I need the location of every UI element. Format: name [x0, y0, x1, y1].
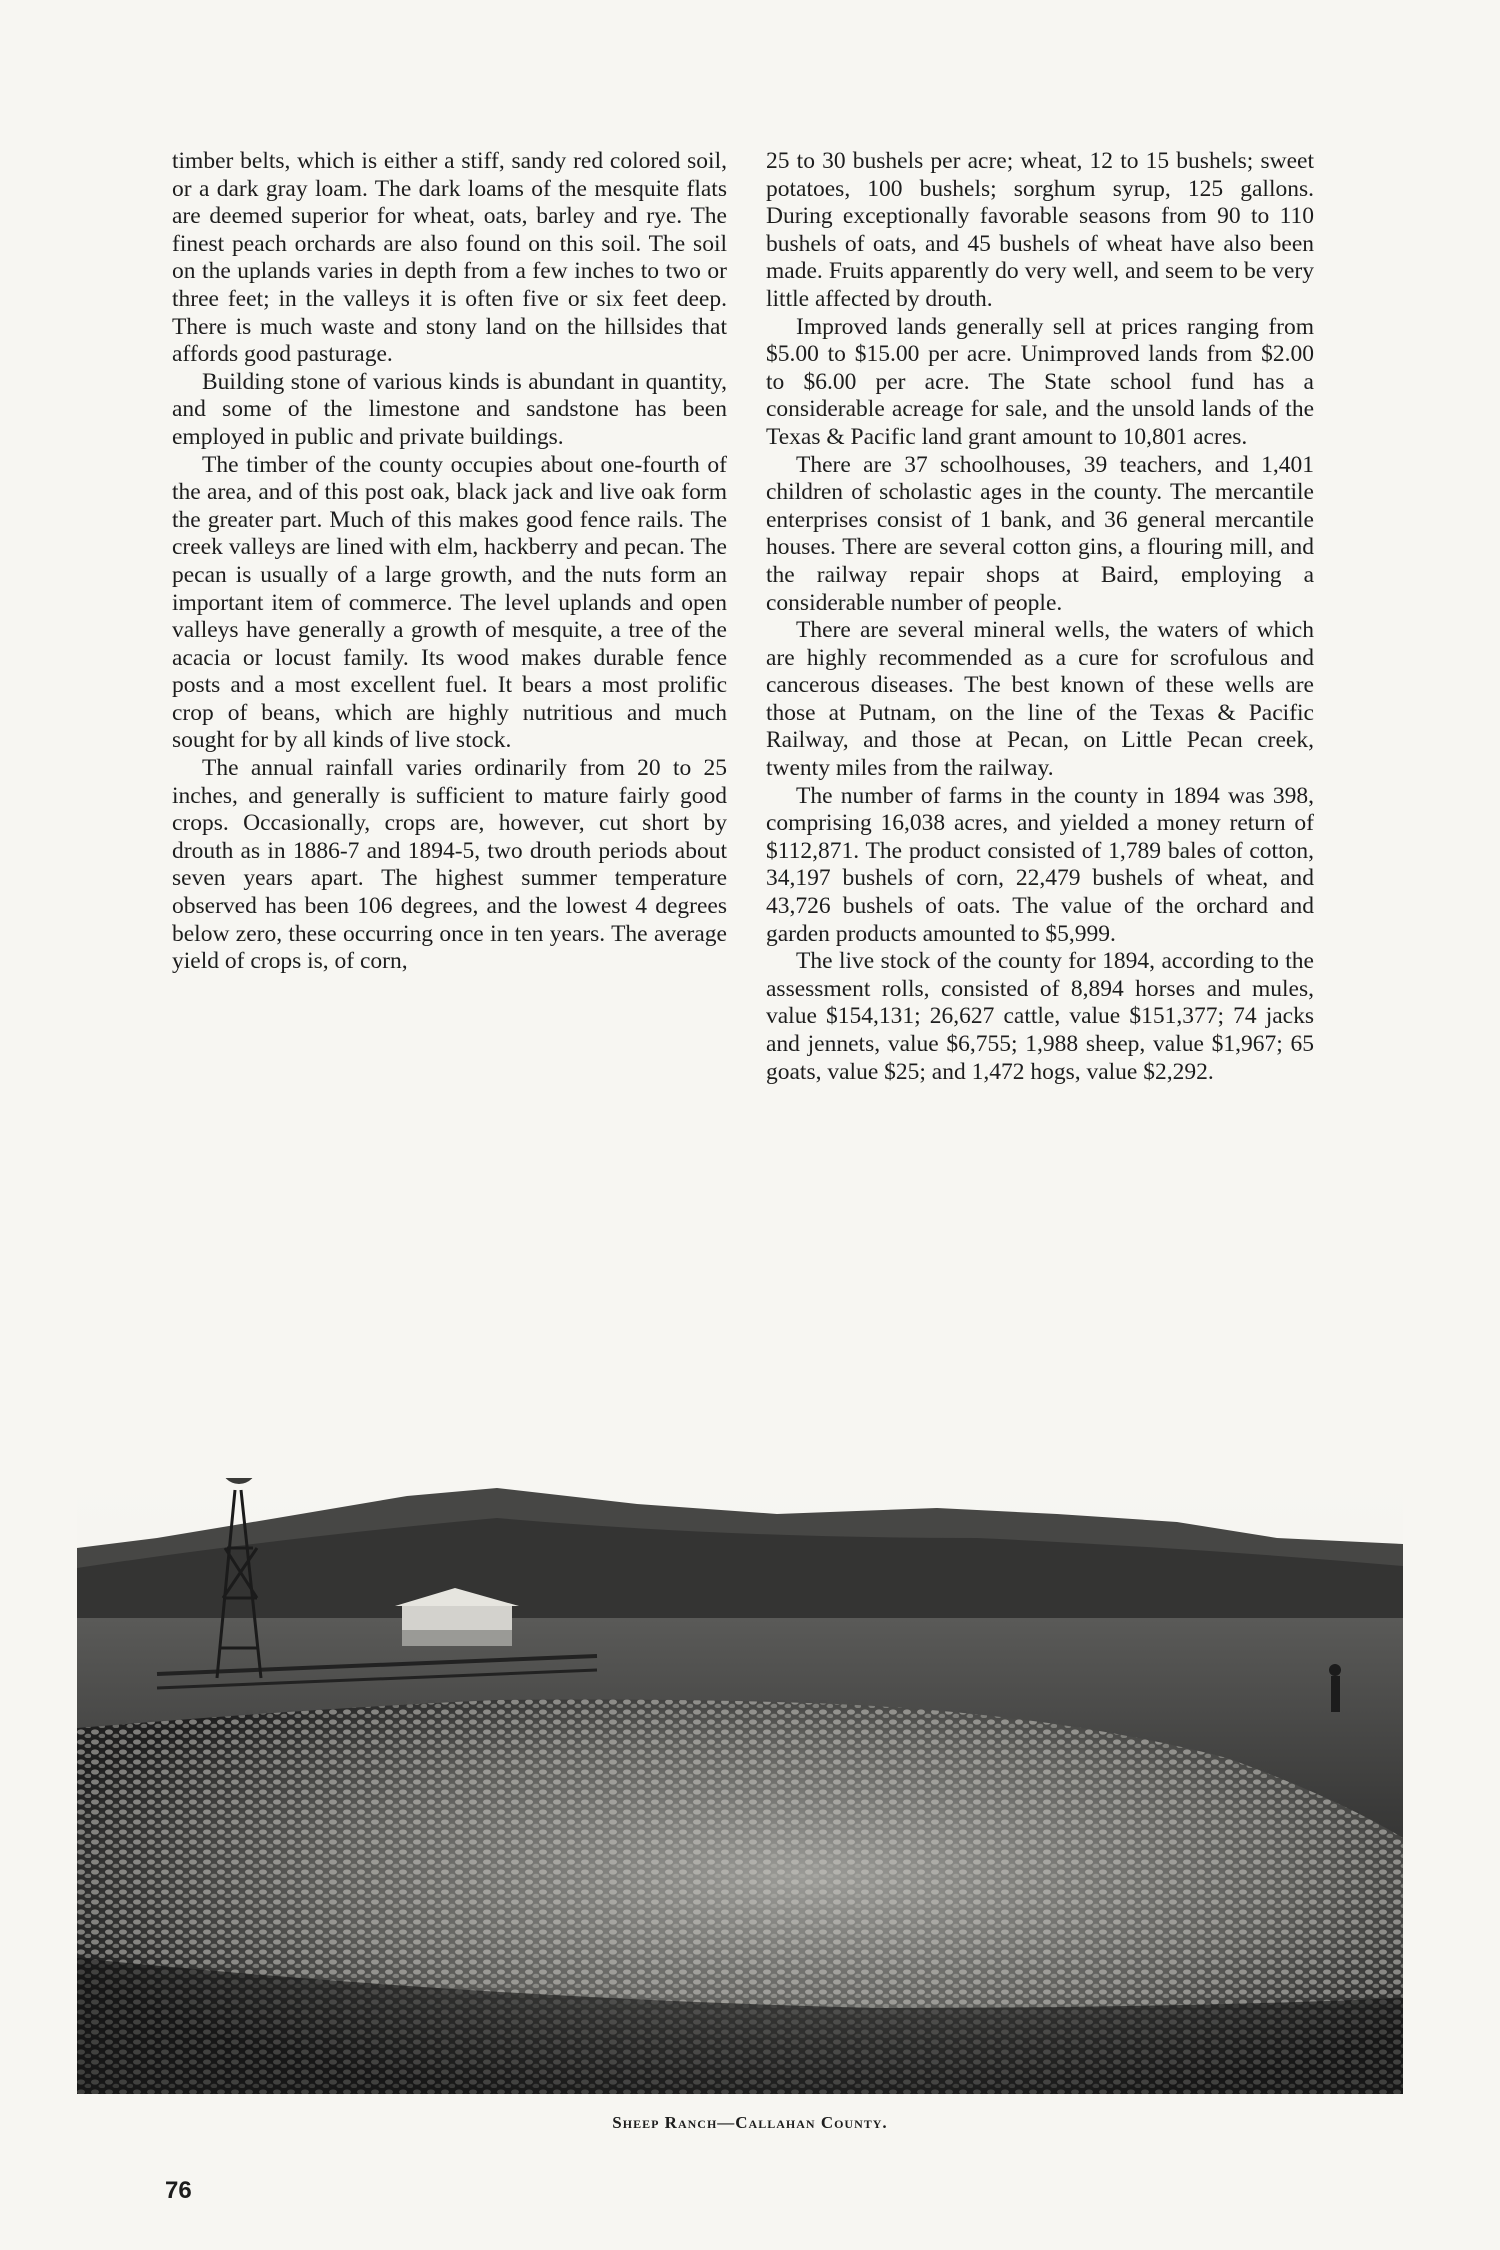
paragraph: timber belts, which is either a stiff, sandy red colored soil, or a dark gray loam. The dark loams of the mesquite flats are deemed superior for wheat, oats, barley and rye. The finest peach orchards are also found on this soil. The soil on the uplands varies in depth from a few inches to two or three feet; in the valleys it is often five or six feet deep. There is much waste and stony land on the hillsides that affords good pasturage. [172, 148, 727, 368]
photo-caption: Sheep Ranch—Callahan County. [612, 2113, 888, 2132]
paragraph: The timber of the county occupies about one-fourth of the area, and of this post oak, black jack and live oak form the greater part. Much of this makes good fence rails. The creek valleys are lined with elm, hackberry and pecan. The pecan is usually of a large growth, and the nuts form an important item of commerce. The level uplands and open valleys have generally a growth of mesquite, a tree of the acacia or locust family. Its wood makes durable fence posts and a most excellent fuel. It bears a most prolific crop of beans, which are highly nutritious and much sought for by all kinds of live stock. [172, 451, 727, 754]
paragraph: 25 to 30 bushels per acre; wheat, 12 to 15 bushels; sweet potatoes, 100 bushels; sorghum syrup, 125 gallons. During exceptionally favorable seasons from 90 to 110 bushels of oats, and 45 bushels of wheat have also been made. Fruits apparently do very well, and seem to be very little affected by drouth. [766, 148, 1314, 312]
paragraph: There are several mineral wells, the waters of which are highly recommended as a cure for scrofulous and cancerous diseases. The best known of these wells are those at Putnam, on the line of the Texas & Pacific Railway, and those at Pecan, on Little Pecan creek, twenty miles from the railway. [766, 617, 1314, 782]
paragraph: The live stock of the county for 1894, according to the assessment rolls, consisted of 8,894 horses and mules, value $154,131; 26,627 cattle, value $151,377; 74 jacks and jennets, value $6,755; 1,988 sheep, value $1,967; 65 goats, value $25; and 1,472 hogs, value $2,292. [766, 948, 1314, 1085]
paragraph: There are 37 schoolhouses, 39 teachers, and 1,401 children of scholastic ages in the county. The mercantile enterprises consist of 1 bank, and 36 general mercantile houses. There are several cotton gins, a flouring mill, and the railway repair shops at Baird, employing a considerable number of people. [766, 451, 1314, 616]
paragraph: The number of farms in the county in 1894 was 398, comprising 16,038 acres, and yielded a money return of $112,871. The product consisted of 1,789 bales of cotton, 34,197 bushels of corn, 22,479 bushels of wheat, and 43,726 bushels of oats. The value of the orchard and garden products amounted to $5,999. [766, 782, 1314, 947]
right-text-column [766, 148, 1314, 1086]
left-text-column [172, 148, 727, 976]
paragraph: The annual rainfall varies ordinarily from 20 to 25 inches, and generally is sufficient to mature fairly good crops. Occasionally, crops are, however, cut short by drouth as in 1886-7 and 1894-5, two drouth periods about seven years apart. The highest summer temperature observed has been 106 degrees, and the lowest 4 degrees below zero, these occurring once in ten years. The average yield of crops is, of corn, [172, 755, 727, 975]
page-number: 76 [165, 2177, 192, 2204]
paragraph: Improved lands generally sell at prices ranging from $5.00 to $15.00 per acre. Unimproved lands from $2.00 to $6.00 per acre. The State school fund has a considerable acreage for sale, and the unsold lands of the Texas & Pacific land grant amount to 10,801 acres. [766, 313, 1314, 450]
sheep-ranch-photo [77, 1478, 1403, 2094]
paragraph: Building stone of various kinds is abundant in quantity, and some of the limestone and sandstone has been employed in public and private buildings. [172, 368, 727, 450]
